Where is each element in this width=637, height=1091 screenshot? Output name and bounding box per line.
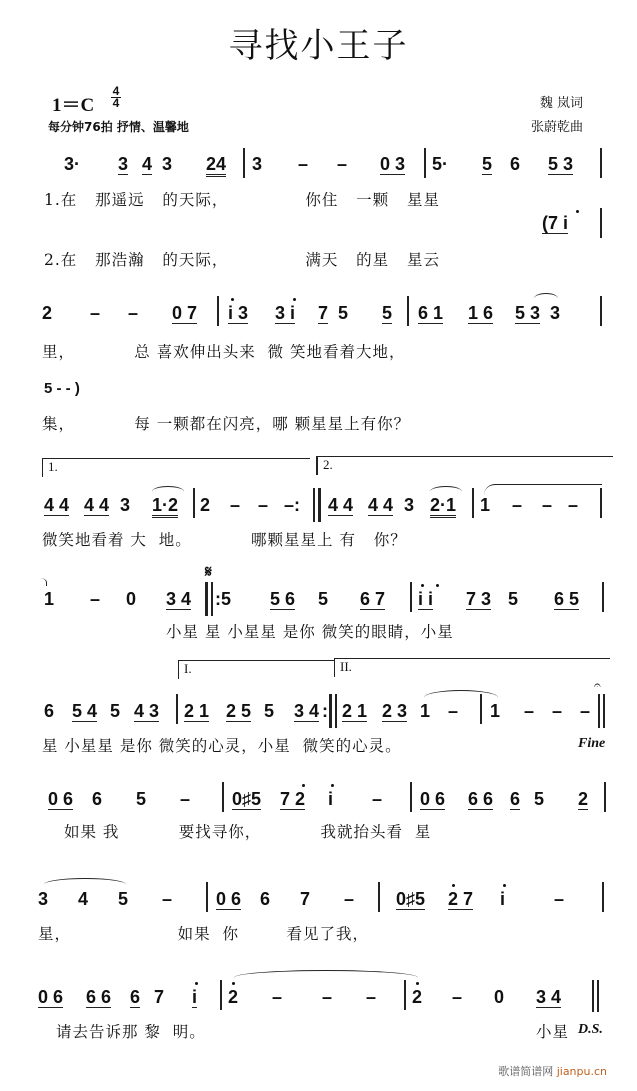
note: 3: [118, 154, 129, 174]
note: 5 4: [72, 701, 98, 721]
volta-bracket-1: 1.: [42, 458, 310, 477]
note: 7: [300, 889, 311, 909]
aux-notes: 5 - - ): [44, 380, 80, 397]
barline: [410, 782, 412, 812]
note: 5: [264, 701, 275, 721]
lyrics: 星， 如果 你 看见了我，: [38, 925, 369, 943]
note: 0: [494, 987, 505, 1007]
note: 0 6: [48, 789, 74, 809]
note: 3: [550, 303, 561, 323]
repeat-barline: [211, 582, 213, 616]
dash: –: [568, 495, 579, 515]
high-dot: [421, 584, 424, 587]
note: 3 i: [275, 303, 296, 323]
barline: [222, 782, 224, 812]
note: 5 6: [270, 589, 296, 609]
time-signature: [111, 86, 121, 109]
note: 1: [44, 589, 55, 609]
high-dot: [331, 784, 334, 787]
note: 7 2: [280, 789, 306, 809]
volta-bracket-2: 2.: [316, 456, 613, 475]
note: 3 4: [166, 589, 192, 609]
barline: [378, 882, 380, 912]
note: 3·: [64, 154, 81, 174]
barline: [176, 694, 178, 724]
note: 5: [118, 889, 129, 909]
note: 2: [412, 987, 423, 1007]
note: 0♯5: [232, 789, 262, 809]
note: 2 5: [226, 701, 252, 721]
lyrics: 小星 星 小星星 是你 微笑的眼睛，小星: [166, 623, 454, 641]
note: 1·2: [152, 496, 178, 518]
dash: –: [542, 495, 553, 515]
repeat-barline: [313, 488, 315, 522]
key-signature: 1＝C: [52, 95, 95, 116]
time-signature-bottom: 4: [112, 96, 120, 110]
final-barline: [603, 694, 605, 728]
note: 3: [162, 154, 173, 174]
note: 4 4: [328, 495, 354, 515]
note: 5: [318, 589, 329, 609]
barline: [602, 882, 604, 912]
note: i: [328, 789, 334, 809]
note: 7 3: [466, 589, 492, 609]
watermark-text: 歌谱简谱网: [498, 1065, 554, 1078]
dash: –: [366, 987, 377, 1007]
note: 2·1: [430, 496, 456, 518]
note: i: [500, 889, 506, 909]
watermark-site: jianpu.cn: [556, 1065, 607, 1078]
note: 6: [130, 987, 141, 1007]
lyrics: 微笑地看着 大 地。 哪颗星星上 有 你？: [42, 531, 407, 549]
note: 4 3: [134, 701, 160, 721]
note: 5: [482, 154, 493, 174]
barline: [472, 488, 474, 518]
barline: [602, 582, 604, 612]
barline: [600, 296, 602, 326]
lyrics-verse-2: 集， 每 一颗都在闪亮，哪 颗星星上有你？: [42, 415, 411, 433]
volta-bracket-1: I.: [178, 660, 334, 679]
note: i 3: [228, 303, 249, 323]
repeat-dots: :: [322, 701, 328, 721]
dash: –: [448, 701, 459, 721]
barline: [600, 148, 602, 178]
time-signature-top: 4: [112, 84, 120, 98]
high-dot: [293, 298, 296, 301]
note: 0: [126, 589, 137, 609]
note: i i: [418, 589, 434, 609]
barline: [480, 694, 482, 724]
note: 5: [110, 701, 121, 721]
note: 3: [404, 495, 415, 515]
barline: [404, 980, 406, 1010]
dash: –: [524, 701, 535, 721]
note: 4 4: [368, 495, 394, 515]
final-barline: [598, 694, 600, 728]
dash: –: [162, 889, 173, 909]
dash: –: [372, 789, 383, 809]
dash: –: [337, 154, 348, 174]
lyrics-verse-1: 里， 总 喜欢伸出头来 微 笑地看着大地，: [42, 343, 406, 361]
note: 6: [510, 154, 521, 174]
note: 5: [338, 303, 349, 323]
high-dot: [576, 210, 579, 213]
lyrics: 请去告诉那 黎 明。: [56, 1023, 206, 1041]
note: i: [192, 987, 198, 1007]
note: 4: [142, 154, 153, 174]
double-barline: [597, 980, 599, 1012]
barline: [220, 980, 222, 1010]
high-dot: [195, 982, 198, 985]
lyrics-verse-1: 1.在 那遥远 的天际， 你住 一颗 星星: [44, 191, 440, 209]
note: :5: [215, 589, 232, 609]
dash: –: [452, 987, 463, 1007]
note: 0 6: [420, 789, 446, 809]
note: 2: [578, 789, 589, 809]
lyrics: 星 小星星 是你 微笑的心灵，小星 微笑的心灵。: [42, 737, 402, 755]
barline: [410, 582, 412, 612]
barline: [424, 148, 426, 178]
note: 6 5: [554, 589, 580, 609]
dash: –: [322, 987, 333, 1007]
note: 7: [318, 303, 329, 323]
note: 2 3: [382, 701, 408, 721]
end-lyrics: 小星: [536, 1023, 570, 1041]
note: 7: [154, 987, 165, 1007]
composer: 张蔚乾曲: [530, 120, 583, 135]
note: 0 6: [38, 987, 64, 1007]
high-dot: [503, 884, 506, 887]
dash: –: [230, 495, 241, 515]
fine-marking: Fine: [578, 736, 606, 751]
high-dot: [302, 784, 305, 787]
high-dot: [436, 584, 439, 587]
slur: [152, 486, 184, 497]
lyricist: 魏 岚词: [539, 96, 583, 111]
note: 4 4: [44, 495, 70, 515]
high-dot: [416, 982, 419, 985]
note: 2: [228, 987, 239, 1007]
note: 5: [534, 789, 545, 809]
tie: [234, 970, 418, 985]
note: 2 1: [342, 701, 368, 721]
tie: [484, 484, 602, 495]
repeat-barline: [205, 582, 208, 616]
double-barline: [592, 980, 594, 1012]
note: 0 6: [216, 889, 242, 909]
fermata-icon: 𝄐: [594, 678, 601, 692]
slur: [430, 486, 462, 497]
note: 6: [44, 701, 55, 721]
dash: –: [580, 701, 591, 721]
high-dot: [452, 884, 455, 887]
dash: –: [554, 889, 565, 909]
barline: [407, 296, 409, 326]
watermark: [498, 1063, 607, 1079]
note: 0 3: [380, 154, 406, 174]
dash: –: [272, 987, 283, 1007]
note: 5·: [432, 154, 449, 174]
barline: [243, 148, 245, 178]
barline: [600, 488, 602, 518]
note: 5: [382, 303, 393, 323]
lyrics: 如果 我 要找寻你， 我就抬头看 星: [64, 823, 432, 841]
note: 6 1: [418, 303, 444, 323]
note: 2: [42, 303, 53, 323]
dash: –: [90, 303, 101, 323]
note: 6: [260, 889, 271, 909]
note: 4: [78, 889, 89, 909]
note: 5 3: [548, 154, 574, 174]
dash: –: [128, 303, 139, 323]
note: 1: [490, 701, 501, 721]
note: 2: [200, 495, 211, 515]
song-title: 寻找小王子: [228, 26, 409, 66]
dash: –:: [284, 495, 301, 515]
note: 2 7: [448, 889, 474, 909]
note: 0 7: [172, 303, 198, 323]
dash: –: [344, 889, 355, 909]
dash: –: [90, 589, 101, 609]
note: 1 6: [468, 303, 494, 323]
note: 6: [510, 789, 521, 809]
segno-icon: 𝄋: [205, 562, 212, 581]
dash: –: [552, 701, 563, 721]
dash: –: [512, 495, 523, 515]
barline: [193, 488, 195, 518]
note: 3: [252, 154, 263, 174]
note: 1: [420, 701, 431, 721]
dash: –: [180, 789, 191, 809]
slur: [534, 293, 558, 304]
note: 3 4: [294, 701, 320, 721]
note: 3 4: [536, 987, 562, 1007]
note: 6 7: [360, 589, 386, 609]
note: 6 6: [86, 987, 112, 1007]
note: 5: [508, 589, 519, 609]
barline: [206, 882, 208, 912]
lyrics-verse-2: 2.在 那浩瀚 的天际， 满天 的星 星云: [44, 251, 440, 269]
tempo-expression: 每分钟76拍 抒情、温馨地: [48, 120, 189, 134]
note: 2 1: [184, 701, 210, 721]
barline: [217, 296, 219, 326]
high-dot: [231, 298, 234, 301]
barline: [600, 208, 602, 238]
aux-notes: (7 i: [542, 213, 569, 233]
dash: –: [298, 154, 309, 174]
dal-segno-marking: D.S.: [578, 1022, 603, 1037]
note: 24: [206, 155, 226, 177]
note: 3: [120, 495, 131, 515]
tie: [424, 690, 498, 705]
note: 5: [136, 789, 147, 809]
repeat-barline: [318, 488, 321, 522]
note: 6 6: [468, 789, 494, 809]
repeat-barline: [329, 694, 332, 728]
repeat-barline: [335, 694, 337, 728]
note: 6: [92, 789, 103, 809]
note: 4 4: [84, 495, 110, 515]
dash: –: [258, 495, 269, 515]
note: 0♯5: [396, 889, 426, 909]
tie-end: [36, 578, 47, 586]
note: 1: [480, 495, 491, 515]
note: 5 3: [515, 303, 541, 323]
note: 3: [38, 889, 49, 909]
volta-bracket-2: II.: [334, 658, 610, 677]
barline: [604, 782, 606, 812]
